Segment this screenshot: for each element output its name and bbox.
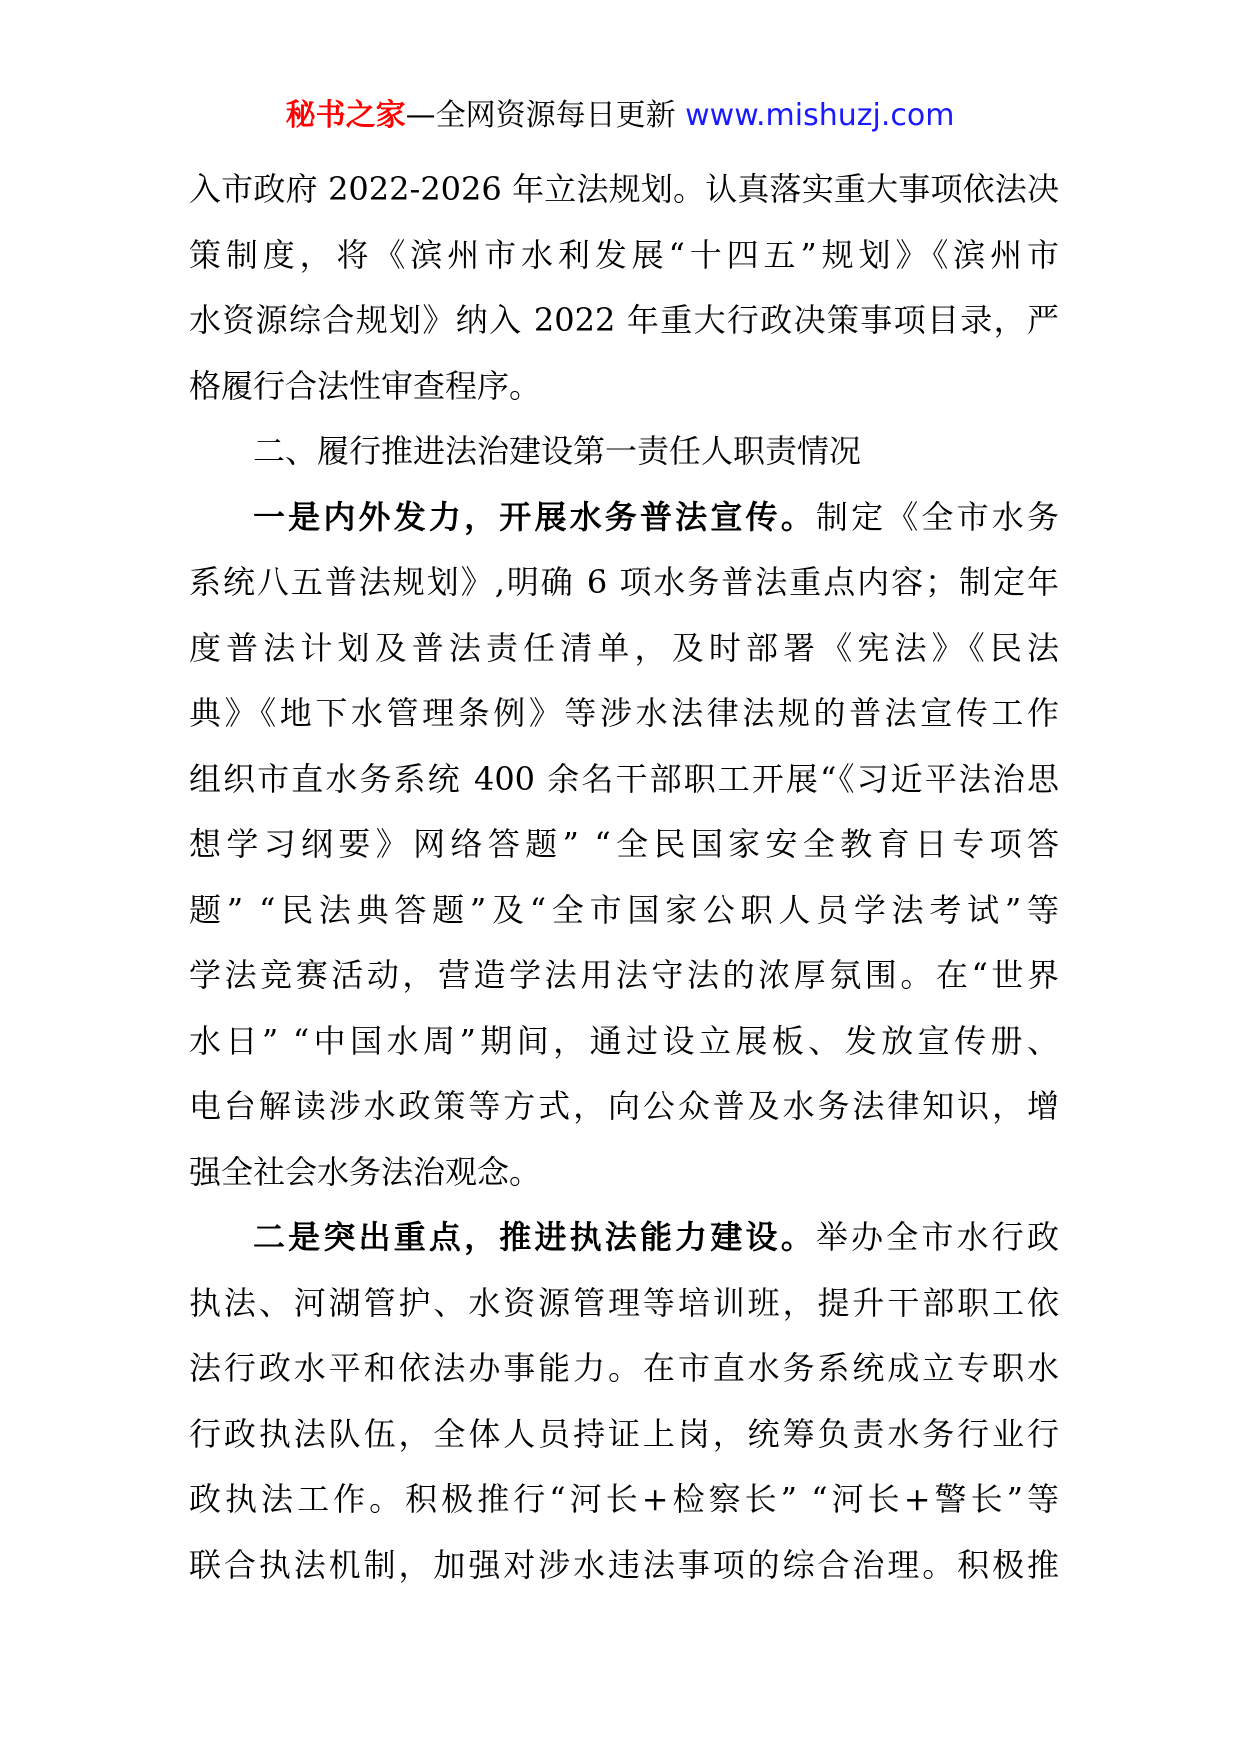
text-line: 强全社会水务法治观念。 [189, 1152, 542, 1191]
text-line: 想学习纲要》网络答题” “全民国家安全教育日专项答 [189, 825, 1059, 863]
site-tagline: —全网资源每日更新 [405, 98, 686, 133]
text-line: 水资源综合规划》纳入 2022 年重大行政决策事项目录，严 [189, 301, 1059, 339]
text-line: 组织市直水务系统 400 余名干部职工开展“《习近平法治思 [189, 759, 1059, 798]
section-heading: 二、履行推进法治建设第一责任人职责情况 [253, 432, 862, 470]
paragraph-lead: 一是内外发力，开展水务普法宣传。 [253, 497, 816, 536]
text-line: 系统八五普法规划》,明确 6 项水务普法重点内容；制定年 [189, 563, 1059, 601]
text-line: 政执法工作。积极推行“河长+检察长” “河长+警长”等 [189, 1480, 1059, 1518]
site-brand: 秘书之家 [285, 98, 406, 133]
text-line: 行政执法队伍，全体人员持证上岗，统筹负责水务行业行 [189, 1414, 1059, 1453]
text-line: 执法、河湖管护、水资源管理等培训班，提升干部职工依 [189, 1283, 1059, 1322]
text-line: 度普法计划及普法责任清单，及时部署《宪法》《民法 [189, 628, 1059, 667]
text-line: 入市政府 2022-2026 年立法规划。认真落实重大事项依法决 [189, 170, 1059, 208]
text-line: 法行政水平和依法办事能力。在市直水务系统成立专职水 [189, 1349, 1059, 1387]
text-line: 题” “民法典答题”及“全市国家公职人员学法考试”等 [189, 890, 1059, 929]
site-url-link[interactable]: www.mishuzj.com [685, 98, 955, 133]
paragraph-first-line: 一是内外发力，开展水务普法宣传。制定《全市水务 [253, 497, 1059, 536]
paragraph-lead: 二是突出重点，推进执法能力建设。 [253, 1218, 816, 1256]
site-header [0, 96, 1240, 136]
text-line: 格履行合法性审查程序。 [189, 366, 542, 405]
text-line: 水日” “中国水周”期间，通过设立展板、发放宣传册、 [189, 1021, 1059, 1060]
document-body [189, 157, 1059, 1598]
text-line: 联合执法机制，加强对涉水违法事项的综合治理。积极推 [189, 1545, 1059, 1584]
text-line: 学法竞赛活动，营造学法用法守法的浓厚氛围。在“世界 [189, 956, 1059, 994]
text-line: 电台解读涉水政策等方式，向公众普及水务法律知识，增 [189, 1087, 1059, 1125]
paragraph-first-line: 二是突出重点，推进执法能力建设。举办全市水行政 [253, 1218, 1059, 1256]
text-line: 策制度，将《滨州市水利发展“十四五”规划》《滨州市 [189, 235, 1059, 274]
text-line: 典》《地下水管理条例》等涉水法律法规的普法宣传工作 [189, 694, 1059, 732]
